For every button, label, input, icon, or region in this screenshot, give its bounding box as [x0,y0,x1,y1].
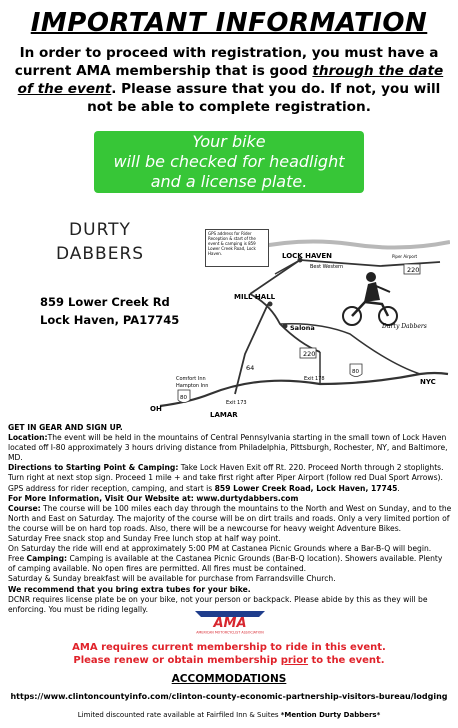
accommodations-heading: ACCOMMODATIONS [171,673,287,685]
intro-emphasis: through the date of the event [17,63,444,97]
bike-check-line2: will be checked for headlight [113,152,345,171]
details-directions: Directions to Starting Point & Camping: Take Lock Haven Exit off Rt. 220. Proceed North through 2 stoplights. Turn right at next stop sign. Proceed 1 mile + and take first right after Piper Airport (follow red Dual Sport Arrows). GPS address for rider reception, camping, and start is 859 Lower Creek Road, Lock Haven, 17745. [8,463,444,493]
area-map [150,224,450,420]
label-lamar: LAMAR [210,411,238,419]
gps-note-box: GPS address for Rider Reception & start of the event & camping is 859 Lower Creek Road, Lock Haven. [205,229,269,267]
label-80-right: 80 [352,369,359,375]
label-exit-173: Exit 173 [226,400,247,406]
label-nyc: NYC [420,378,436,386]
label-220-top: 220 [407,266,420,274]
label-exit-178: Exit 178 [304,376,325,382]
address-line1: 859 Lower Creek Rd [40,295,170,309]
bike-check-line3: and a license plate. [150,172,308,191]
details-camping: Free Camping: Camping is available at the Castanea Picnic Grounds (Bar-B-Q location). Showers available. Plenty of camping available. No open fires are permitted. All fires must be contained. [8,554,443,574]
membership-intro [10,44,448,116]
label-hampton-inn: Hampton Inn [176,383,209,389]
brand-line1: DURTY [69,220,131,240]
ama-logo-text: AMA [213,616,247,631]
label-comfort-inn: Comfort Inn [176,376,206,382]
details-tubes: We recommend that you bring extra tubes for your bike. [8,584,251,594]
salona-dot [283,324,288,329]
details-dcnr: DCNR requires license plate be on your bike, not your person or backpack. Please abide by this as they will be enforcing. You must be riding legally. [8,594,428,614]
intro-part1: In order to proceed with registration, you must have a current AMA membership that is good [14,45,439,79]
details-end-ride: On Saturday the ride will end at approximately 5:00 PM at Castanea Picnic Grounds where a Bar-B-Q will begin. [8,544,432,554]
label-durty-dabbers: Durty Dabbers [382,323,427,330]
requirement-line1: AMA requires current membership to ride in this event. [72,642,386,653]
label-80-left: 80 [180,395,187,401]
intro-part2: . Please assure that you do. If not, you will not be able to complete registration. [87,81,441,115]
details-heading: GET IN GEAR AND SIGN UP. [8,423,123,432]
label-mill-hall: MILL HALL [234,293,276,301]
road-connector [275,260,300,274]
lodging-link[interactable]: https://www.clintoncountyinfo.com/clinton-county-economic-partnership-visitors-bureau/lodging [10,692,448,701]
label-salona: Salona [290,324,315,332]
ama-logo-subtext: AMERICAN MOTORCYCLIST ASSOCIATION [196,630,264,635]
brand-line2: DABBERS [55,244,145,264]
details-breakfast: Saturday & Sunday breakfast will be available for purchase from Farrandsville Church. [8,574,336,584]
label-best-western: Best Western [310,264,344,270]
label-oh: OH [150,405,162,413]
ama-logo [189,607,271,635]
details-location: Location:The event will be held in the mountains of Central Pennsylvania starting in the small town of Lock Haven located off I-80 approximately 3 hours driving distance from Philadelphia, Pittsburgh, Rochester, NY, and Baltimore, MD. [8,433,448,463]
brand-name [40,218,160,266]
ama-requirement [0,641,458,667]
event-details [8,423,452,615]
road-salona [250,294,320,352]
address-line2: Lock Haven, PA17745 [40,313,180,327]
label-piper-airport: Piper Airport [392,254,418,259]
requirement-line2: Please renew or obtain membership prior to the event. [73,655,385,666]
details-website[interactable]: For More Information, Visit Our Website at: www.durtydabbers.com [8,493,299,503]
label-220-mid: 220 [303,350,316,358]
dirtbike-rider-icon [343,272,397,325]
details-snack: Saturday Free snack stop and Sunday Free lunch stop at half way point. [8,534,281,544]
label-64: 64 [246,364,255,372]
bike-check-text [94,131,364,192]
bike-check-line1: Your bike [192,132,266,151]
label-lock-haven: LOCK HAVEN [282,252,333,260]
page-title: IMPORTANT INFORMATION [30,8,428,38]
details-course: Course: The course will be 100 miles each day through the mountains to the North and West on Sunday, and to the North and East on Saturday. The majority of the course will be on dirt trails and roads. Only a very limited portion of the course will be on hard top roads. Also, there will be a newcourse for heavy weight Adventure Bikes. [8,503,452,533]
discount-rate-note: Limited discounted rate available at Fairfiled Inn & Suites *Mention Durty Dabbers* [77,711,381,719]
millhall-dot [268,302,273,307]
